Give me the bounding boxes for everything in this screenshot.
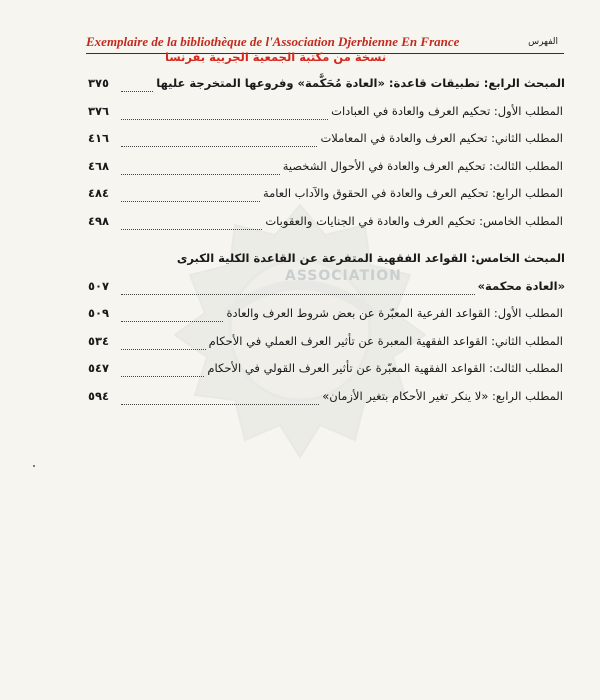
toc-subsection-entry[interactable] bbox=[88, 328, 565, 356]
running-head: الفهرس bbox=[528, 37, 558, 47]
toc-entry-label: المبحث الخامس: القواعد الفقهية المتفرعة عن القاعدة الكلية الكبرى bbox=[176, 251, 565, 265]
toc-entry-label: المطلب الرابع: «لا ينكر تغير الأحكام بتغير الأزمان» bbox=[322, 388, 563, 403]
toc-subsection-entry[interactable] bbox=[88, 153, 565, 181]
toc-page-number: ٣٧٦ bbox=[88, 103, 110, 118]
toc-entry-label: المطلب الأول: تحكيم العرف والعادة في العبادات bbox=[331, 103, 563, 118]
watermark-text: ASSOCIATION bbox=[285, 268, 402, 284]
toc-dot-leader bbox=[121, 282, 475, 295]
toc-dot-leader bbox=[121, 134, 317, 147]
toc-dot-leader bbox=[121, 392, 319, 405]
toc-page-number: ٥٠٩ bbox=[88, 306, 110, 320]
toc-entry-label: المطلب الأول: القواعد الفرعية المعبّرة عن بعض شروط العرف والعادة bbox=[226, 306, 563, 320]
toc-section-entry[interactable] bbox=[88, 245, 565, 273]
table-of-contents bbox=[88, 70, 565, 410]
toc-page-number: ٥٩٤ bbox=[88, 388, 110, 403]
toc-dot-leader bbox=[121, 217, 262, 230]
toc-subsection-entry[interactable] bbox=[88, 125, 565, 153]
toc-dot-leader bbox=[121, 364, 204, 377]
toc-page-number: ٥٣٤ bbox=[88, 333, 110, 348]
toc-page-number: ٥٤٧ bbox=[88, 361, 110, 375]
toc-dot-leader bbox=[121, 309, 223, 322]
toc-entry-label: المطلب الخامس: تحكيم العرف والعادة في الجنايات والعقوبات bbox=[265, 213, 563, 228]
toc-section-entry[interactable] bbox=[88, 273, 565, 301]
toc-subsection-entry[interactable] bbox=[88, 300, 565, 328]
library-header-arabic: نسخة من مكتبة الجمعية الجربية بفرنسا bbox=[165, 50, 387, 64]
toc-entry-label: المبحث الرابع: تطبيقات قاعدة: «العادة مُحَكَّمة» وفروعها المتخرجة عليها bbox=[156, 76, 565, 90]
toc-section-entry[interactable] bbox=[88, 70, 565, 98]
toc-dot-leader bbox=[121, 189, 260, 202]
library-header-latin: Exemplaire de la bibliothèque de l'Association Djerbienne En France bbox=[86, 34, 460, 49]
toc-page-number: ٤٦٨ bbox=[88, 158, 110, 173]
toc-gap bbox=[88, 235, 565, 245]
toc-page-number: ٥٠٧ bbox=[88, 278, 110, 293]
toc-page-number: ٤١٦ bbox=[88, 131, 110, 145]
toc-page-number: ٣٧٥ bbox=[88, 76, 110, 90]
toc-subsection-entry[interactable] bbox=[88, 98, 565, 126]
toc-entry-label: المطلب الثاني: القواعد الفقهية المعبرة عن تأثير العرف العملي في الأحكام bbox=[208, 333, 563, 348]
toc-dot-leader bbox=[121, 162, 280, 175]
toc-subsection-entry[interactable] bbox=[88, 208, 565, 236]
toc-subsection-entry[interactable] bbox=[88, 355, 565, 383]
toc-entry-label: «العادة محكمة» bbox=[477, 278, 565, 293]
toc-entry-label: المطلب الثاني: تحكيم العرف والعادة في المعاملات bbox=[320, 131, 563, 145]
speck bbox=[33, 465, 35, 467]
toc-dot-leader bbox=[121, 79, 153, 92]
toc-entry-label: المطلب الثالث: القواعد الفقهية المعبّرة عن تأثير العرف القولي في الأحكام bbox=[207, 361, 563, 375]
toc-dot-leader bbox=[121, 107, 328, 120]
toc-page-number: ٤٩٨ bbox=[88, 213, 110, 228]
toc-dot-leader bbox=[121, 337, 206, 350]
toc-subsection-entry[interactable] bbox=[88, 383, 565, 411]
toc-subsection-entry[interactable] bbox=[88, 180, 565, 208]
toc-entry-label: المطلب الثالث: تحكيم العرف والعادة في الأحوال الشخصية bbox=[282, 158, 563, 173]
toc-entry-label: المطلب الرابع: تحكيم العرف والعادة في الحقوق والآداب العامة bbox=[262, 186, 563, 200]
toc-page-number: ٤٨٤ bbox=[88, 186, 110, 200]
